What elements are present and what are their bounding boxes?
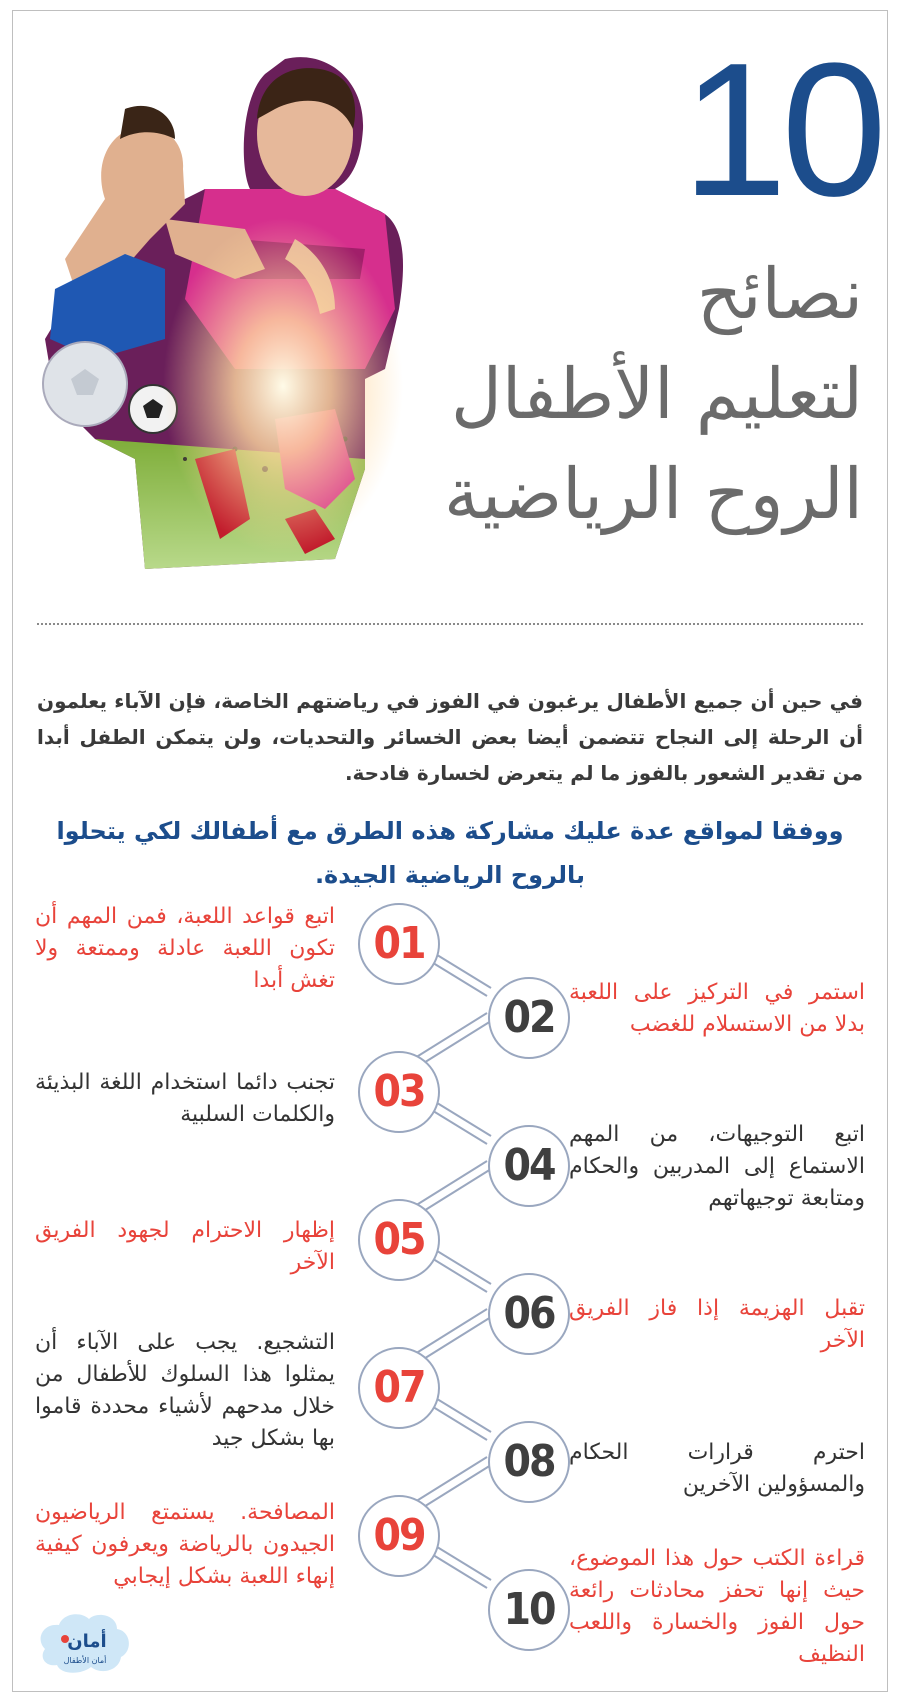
step-number-06: 06 bbox=[488, 1273, 570, 1355]
step-number-05: 05 bbox=[358, 1199, 440, 1281]
tip-text-03: تجنب دائما استخدام اللغة البذيئة والكلمات السلبية bbox=[35, 1070, 335, 1127]
intro-paragraph: في حين أن جميع الأطفال يرغبون في الفوز في رياضتهم الخاصة، فإن الآباء يعلمون أن الرحلة إلى النجاح تتضمن أيضا بعض الخسائر والتحديات، ولن يتمكن الطفل أبدا من تقدير الشعور بالفوز ما لم يتعرض لخسارة فادحة. bbox=[37, 689, 863, 785]
tip-text-01: اتبع قواعد اللعبة، فمن المهم أن تكون اللعبة عادلة وممتعة ولا تغش أبدا bbox=[35, 904, 335, 993]
hero-illustration bbox=[35, 39, 435, 599]
tip-text-08: احترم قرارات الحكام والمسؤولين الآخرين bbox=[569, 1440, 865, 1497]
step-number-01: 01 bbox=[358, 903, 440, 985]
tip-text-07: التشجيع. يجب على الآباء أن يمثلوا هذا السلوك للأطفال من خلال مدحهم لأشياء محددة قاموا بها بشكل جيد bbox=[35, 1330, 335, 1451]
step-number-04: 04 bbox=[488, 1125, 570, 1207]
step-number-03: 03 bbox=[358, 1051, 440, 1133]
logo-caption: أمان الأطفال bbox=[63, 1656, 107, 1665]
tips-count: 10 bbox=[681, 24, 881, 236]
tip-text-02: استمر في التركيز على اللعبة بدلا من الاستسلام للغضب bbox=[569, 980, 865, 1037]
dotted-divider bbox=[37, 623, 863, 625]
tip-text-10: قراءة الكتب حول هذا الموضوع، حيث إنها تحفز محادثات رائعة حول الفوز والخسارة واللعب النظيف bbox=[569, 1546, 865, 1667]
light-flare bbox=[35, 39, 435, 599]
title-line-2: لتعليم الأطفال bbox=[450, 353, 863, 435]
step-number-02: 02 bbox=[488, 977, 570, 1059]
title-line-1: نصائح bbox=[696, 253, 863, 335]
tip-text-05: إظهار الاحترام لجهود الفريق الآخر bbox=[35, 1218, 335, 1275]
step-number-09: 09 bbox=[358, 1495, 440, 1577]
logo-mark: أمان bbox=[67, 1631, 107, 1652]
aman-logo bbox=[35, 1609, 133, 1677]
step-number-08: 08 bbox=[488, 1421, 570, 1503]
tip-text-04: اتبع التوجيهات، من المهم الاستماع إلى المدربين والحكام ومتابعة توجيهاتهم bbox=[569, 1122, 865, 1211]
title-line-3: الروح الرياضية bbox=[444, 453, 863, 535]
step-number-07: 07 bbox=[358, 1347, 440, 1429]
tip-text-09: المصافحة. يستمتع الرياضيون الجيدون بالرياضة ويعرفون كيفية إنهاء اللعبة بشكل إيجابي bbox=[35, 1500, 335, 1589]
lead-statement: ووفقا لمواقع عدة عليك مشاركة هذه الطرق مع أطفالك لكي يتحلوا بالروح الرياضية الجيدة. bbox=[56, 817, 844, 889]
infographic-card bbox=[12, 10, 888, 1692]
tip-text-06: تقبل الهزيمة إذا فاز الفريق الآخر bbox=[569, 1296, 865, 1353]
step-number-10: 10 bbox=[488, 1569, 570, 1651]
